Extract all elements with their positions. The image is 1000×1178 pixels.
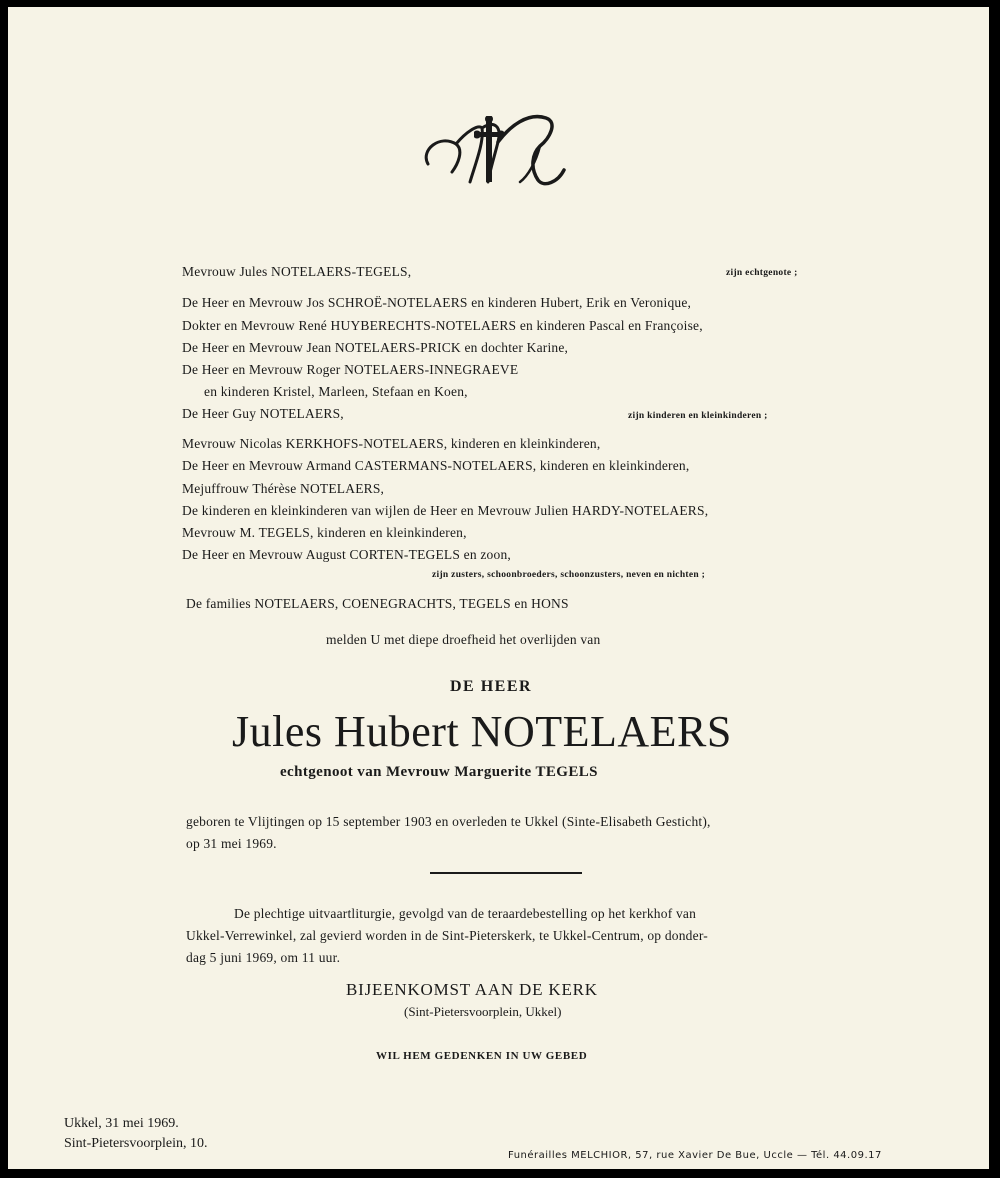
divider (430, 872, 582, 874)
undertaker-imprint: Funérailles MELCHIOR, 57, rue Xavier De Bue, Uccle — Tél. 44.09.17 (508, 1150, 882, 1161)
mourner-line: De Heer en Mevrouw Armand CASTERMANS-NOTELAERS, kinderen en kleinkinderen, (182, 458, 690, 473)
liturgy-line: Ukkel-Verrewinkel, zal gevierd worden in de Sint-Pieterskerk, te Ukkel-Centrum, op donder- (186, 928, 708, 943)
mourner-line: Mejuffrouw Thérèse NOTELAERS, (182, 481, 385, 496)
mourner-line: Dokter en Mevrouw René HUYBERECHTS-NOTELAERS en kinderen Pascal en Françoise, (182, 318, 703, 333)
mourner-line: Mevrouw Nicolas KERKHOFS-NOTELAERS, kinderen en kleinkinderen, (182, 436, 601, 451)
honorific: DE HEER (450, 678, 533, 695)
role-siblings: zijn zusters, schoonbroeders, schoonzusters, neven en nichten ; (432, 570, 706, 580)
birth-death-line: op 31 mei 1969. (186, 836, 277, 851)
birth-death-line: geboren te Vlijtingen op 15 september 1903 en overleden te Ukkel (Sinte-Elisabeth Gesticht), (186, 814, 711, 829)
cross-icon (474, 116, 504, 184)
monogram (418, 102, 578, 197)
prayer-line: WIL HEM GEDENKEN IN UW GEBED (376, 1050, 588, 1062)
deceased-name: Jules Hubert NOTELAERS (232, 707, 732, 756)
mourner-line: Mevrouw M. TEGELS, kinderen en kleinkinderen, (182, 525, 467, 540)
mourner-line: De Heer en Mevrouw Jean NOTELAERS-PRICK en dochter Karine, (182, 340, 569, 355)
mourner-line: De kinderen en kleinkinderen van wijlen de Heer en Mevrouw Julien HARDY-NOTELAERS, (182, 503, 709, 518)
mourner-line: en kinderen Kristel, Marleen, Stefaan en Koen, (204, 384, 468, 399)
gathering-heading: BIJEENKOMST AAN DE KERK (346, 980, 598, 999)
mourner-line: De Heer en Mevrouw August CORTEN-TEGELS en zoon, (182, 547, 511, 562)
mourner-line: Mevrouw Jules NOTELAERS-TEGELS, (182, 264, 412, 279)
gathering-place: (Sint-Pietersvoorplein, Ukkel) (404, 1004, 562, 1019)
mourner-line: De Heer en Mevrouw Roger NOTELAERS-INNEGRAEVE (182, 362, 519, 377)
place-date: Ukkel, 31 mei 1969. (64, 1116, 179, 1131)
spouse-line: echtgenoot van Mevrouw Marguerite TEGELS (280, 764, 598, 780)
liturgy-line: De plechtige uitvaartliturgie, gevolgd van de teraardebestelling op het kerkhof van (234, 906, 697, 921)
role-children: zijn kinderen en kleinkinderen ; (628, 411, 768, 421)
role-spouse: zijn echtgenote ; (726, 268, 798, 278)
liturgy-line: dag 5 juni 1969, om 11 uur. (186, 950, 341, 965)
mourner-line: De Heer en Mevrouw Jos SCHROË-NOTELAERS en kinderen Hubert, Erik en Veronique, (182, 295, 692, 310)
address: Sint-Pietersvoorplein, 10. (64, 1136, 208, 1151)
mourner-line: De Heer Guy NOTELAERS, (182, 406, 344, 421)
mourner-line: De families NOTELAERS, COENEGRACHTS, TEGELS en HONS (186, 596, 569, 611)
announcement: melden U met diepe droefheid het overlijden van (326, 632, 601, 647)
